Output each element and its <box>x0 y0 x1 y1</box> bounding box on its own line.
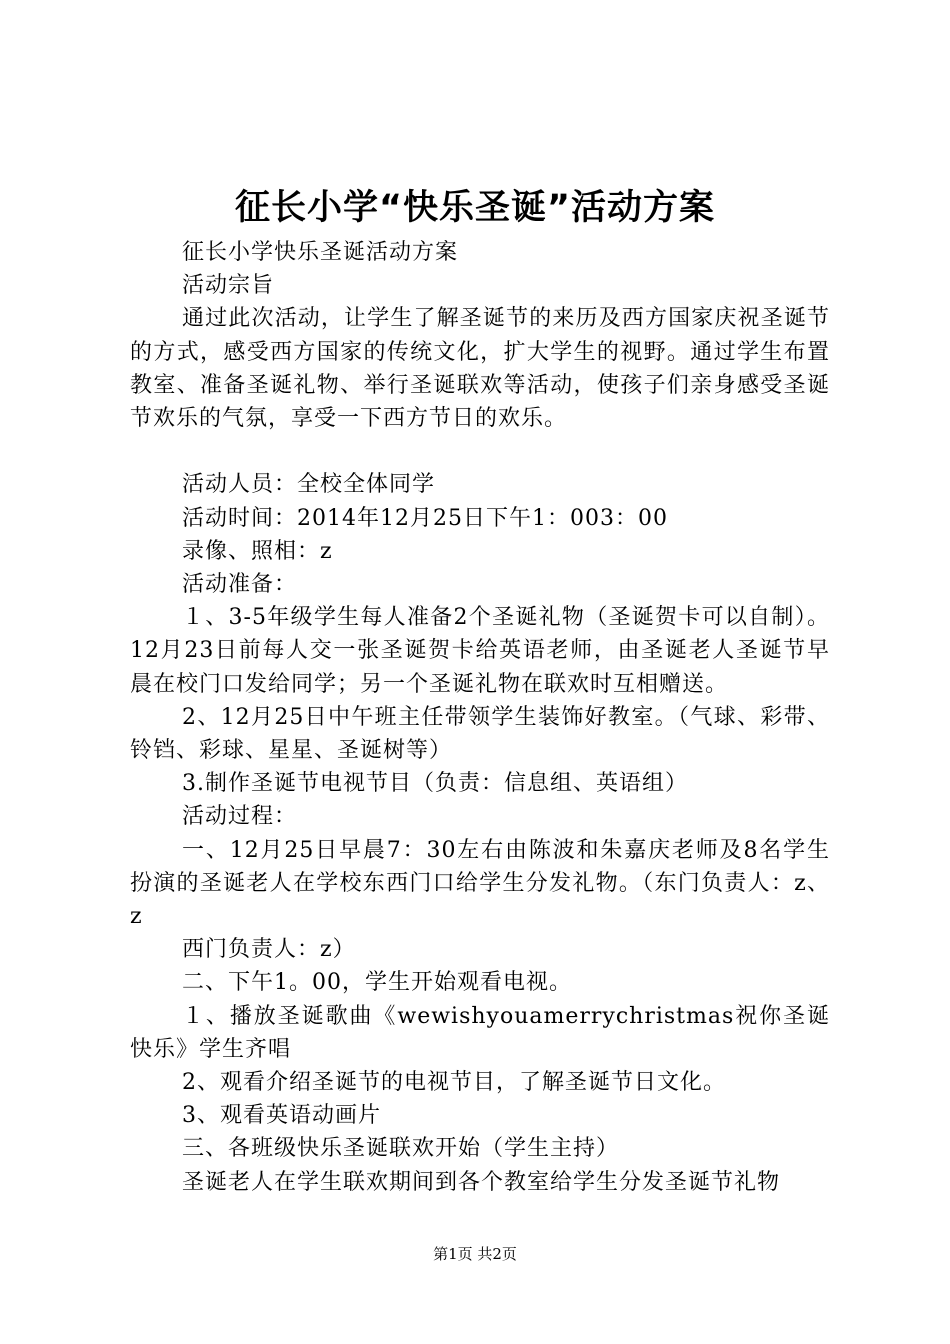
paragraph-time: 活动时间：2014年12月25日下午1：003：00 <box>182 505 668 531</box>
paragraph-santa-gifts: 圣诞老人在学生联欢期间到各个教室给学生分发圣诞节礼物 <box>182 1169 781 1195</box>
paragraph-heading-process: 活动过程： <box>182 804 298 830</box>
paragraph-preparation-3: 3.制作圣诞节电视节目（负责：信息组、英语组） <box>182 771 688 797</box>
paragraph-process-1: 一、12月25日早晨7：30左右由陈波和朱嘉庆老师及8名学生扮演的圣诞老人在学校东西门口给学生分发礼物。（东门负责人：z、z <box>130 837 830 930</box>
paragraph-recording: 录像、照相：z <box>182 538 333 564</box>
paragraph-process-3: 三、各班级快乐圣诞联欢开始（学生主持） <box>182 1136 620 1162</box>
paragraph-subtitle: 征长小学快乐圣诞活动方案 <box>182 240 459 265</box>
paragraph-heading-purpose: 活动宗旨 <box>182 273 275 299</box>
paragraph-preparation-1: １、3-5年级学生每人准备2个圣诞礼物（圣诞贺卡可以自制）。12月23日前每人交一张圣诞贺卡给英语老师，由圣诞老人圣诞节早晨在校门口发给同学；另一个圣诞礼物在联欢时互相赠送。 <box>130 605 830 697</box>
paragraph-process-2-3: 3、观看英语动画片 <box>182 1103 381 1129</box>
page-number: 第1页 共2页 <box>433 1245 517 1263</box>
paragraph-participants: 活动人员：全校全体同学 <box>182 472 436 498</box>
document-title: 征长小学“快乐圣诞”活动方案 <box>234 188 715 228</box>
paragraph-preparation-2: 2、12月25日中午班主任带领学生装饰好教室。（气球、彩带、铃铛、彩球、星星、圣诞树等） <box>130 704 830 764</box>
paragraph-process-2: 二、下午1。00，学生开始观看电视。 <box>182 970 572 996</box>
paragraph-heading-preparation: 活动准备： <box>182 572 298 598</box>
paragraph-process-2-2: 2、观看介绍圣诞节的电视节目，了解圣诞节日文化。 <box>182 1070 726 1096</box>
paragraph-process-2-1: １、播放圣诞歌曲《wewishyouamerrychristmas祝你圣诞快乐》学生齐唱 <box>130 1003 830 1062</box>
paragraph-purpose: 通过此次活动，让学生了解圣诞节的来历及西方国家庆祝圣诞节的方式，感受西方国家的传统文化，扩大学生的视野。通过学生布置教室、准备圣诞礼物、举行圣诞联欢等活动，使孩子们亲身感受圣诞节欢乐的气氛，享受一下西方节日的欢乐。 <box>130 306 830 432</box>
document-body <box>130 236 830 1199</box>
paragraph-west-gate: 西门负责人：z） <box>182 937 356 963</box>
